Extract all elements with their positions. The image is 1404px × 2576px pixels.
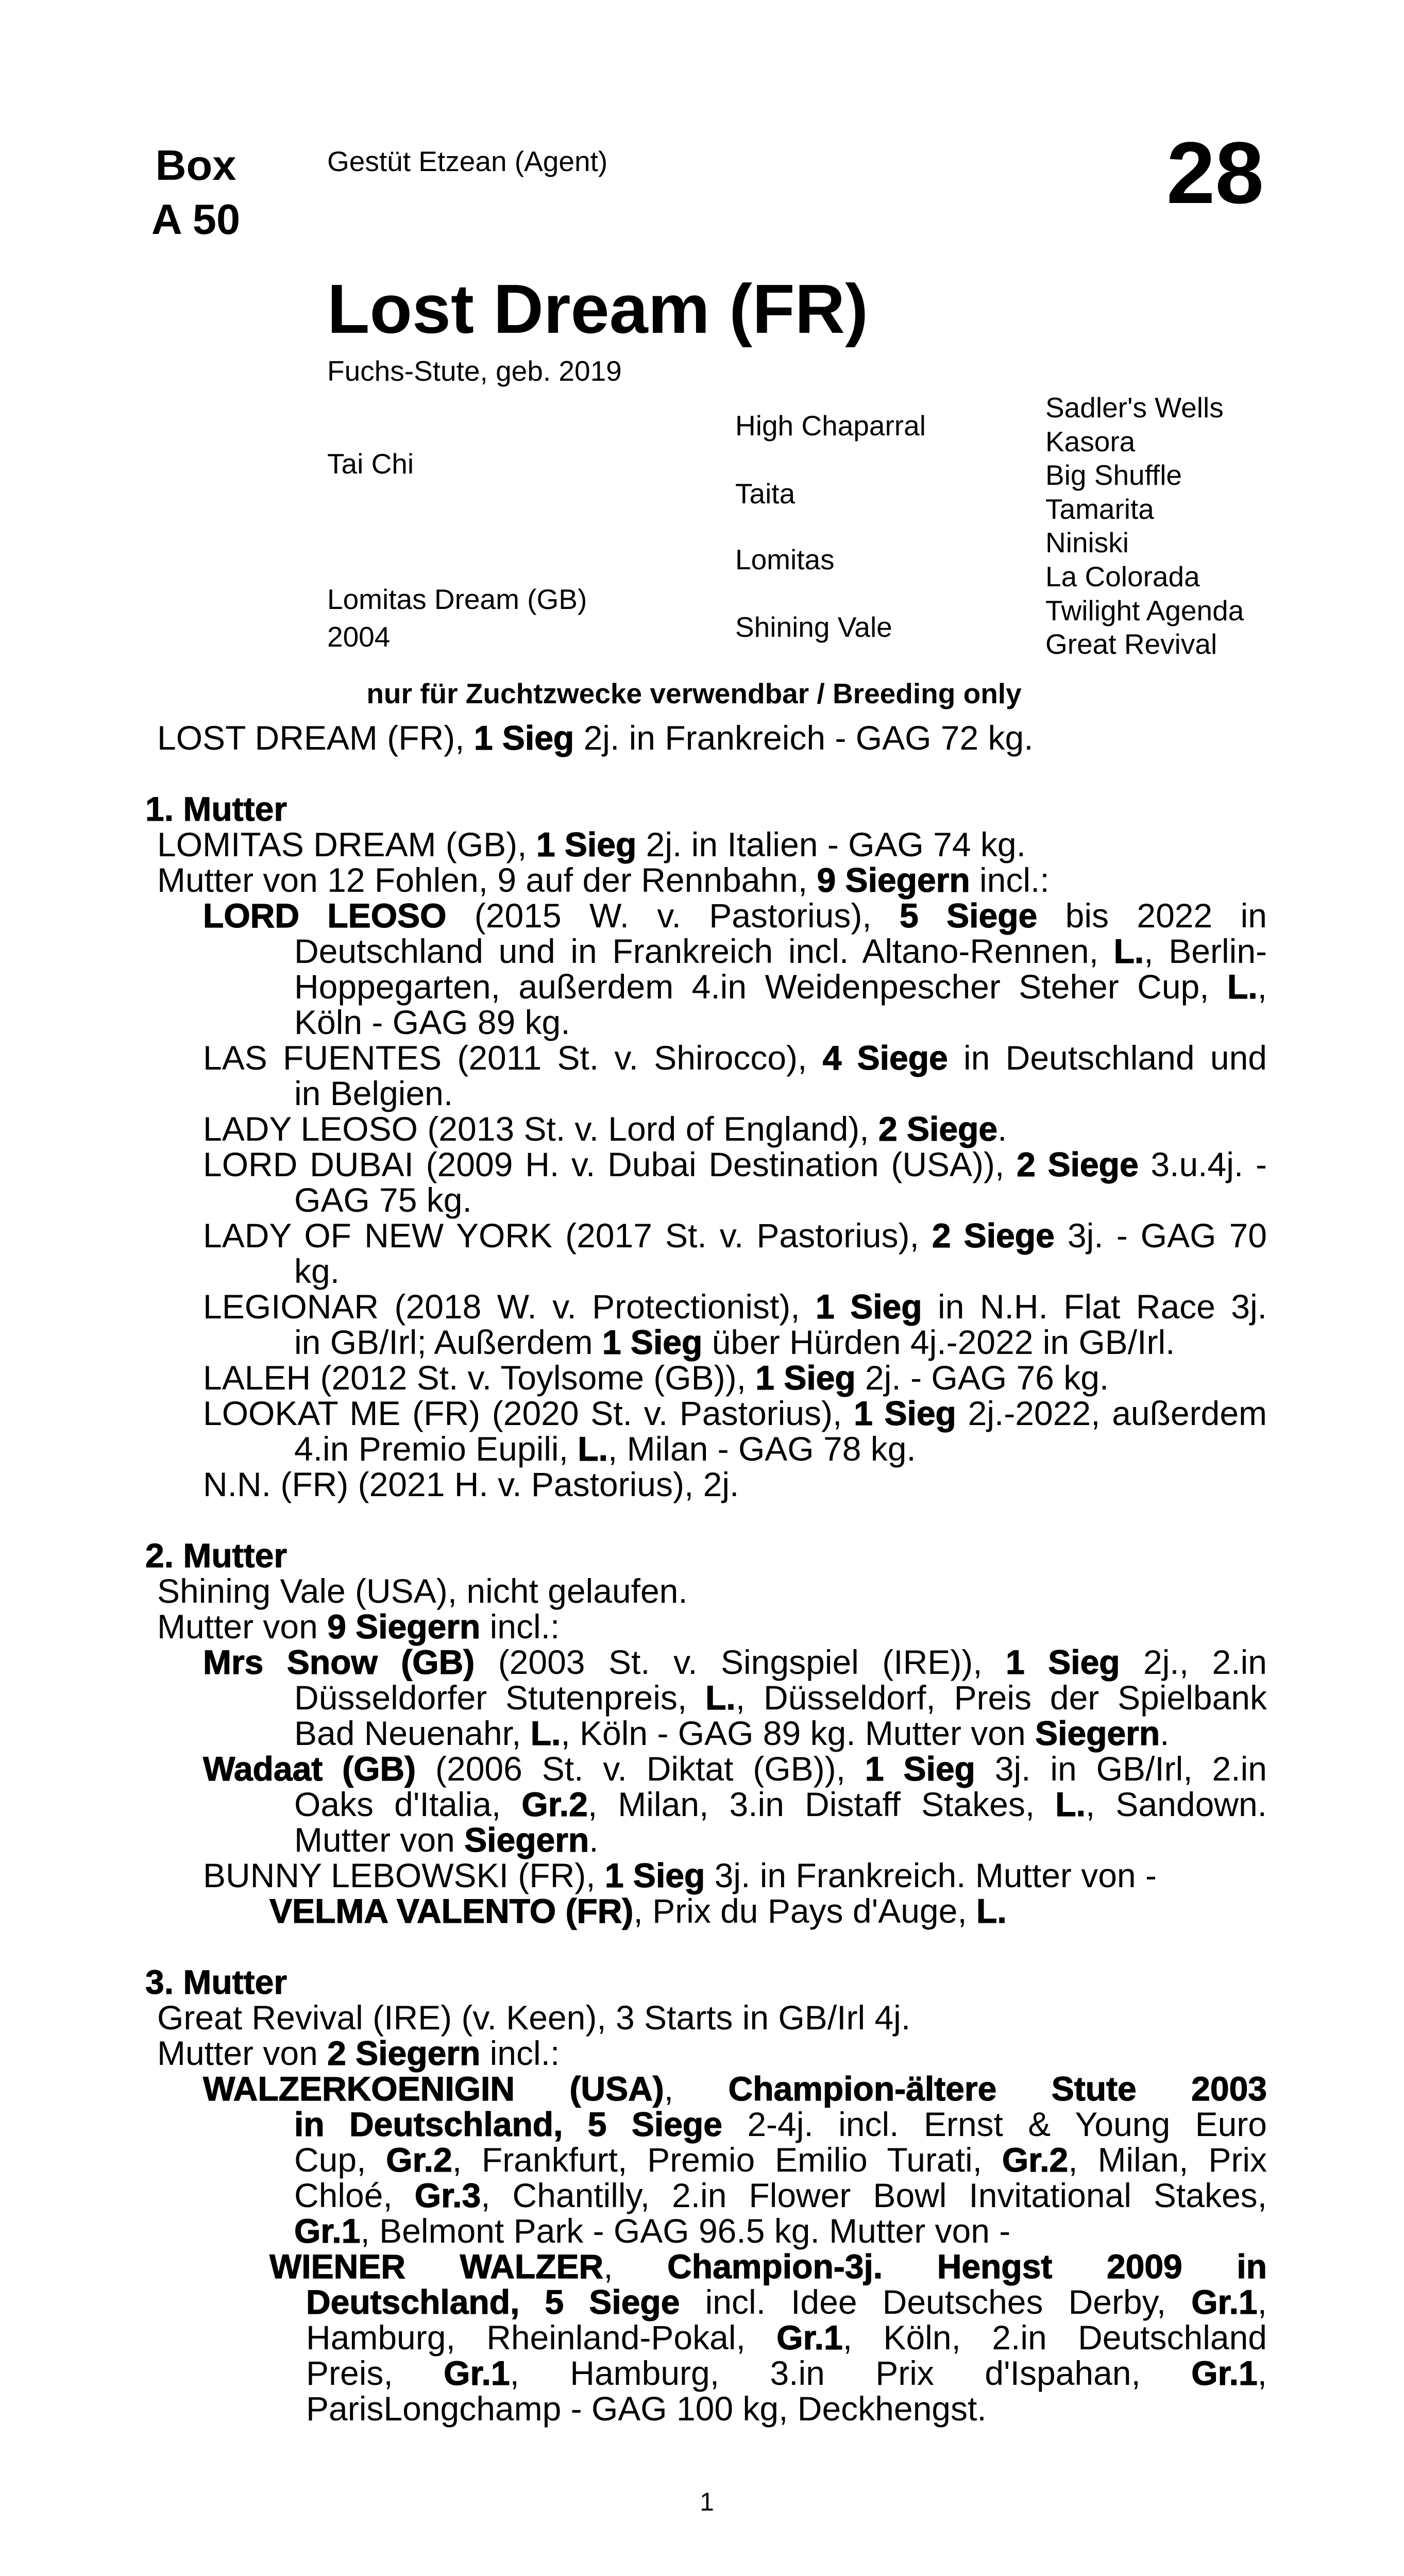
pedigree-great-grandparent: La Colorada — [1045, 561, 1200, 592]
bold-text-segment: Gr.1 — [1191, 2354, 1258, 2392]
dam-info — [0, 862, 1404, 898]
offspring-entry — [0, 1893, 1404, 1929]
text-segment: , — [1257, 2283, 1267, 2321]
text-line — [0, 2391, 1267, 2427]
bold-text-segment: Siegern — [1035, 1714, 1160, 1752]
text-segment: ParisLongchamp - GAG 100 kg, Deckhengst. — [306, 2389, 987, 2428]
bold-text-segment: Gr.3 — [414, 2176, 481, 2214]
text-line — [0, 1325, 1267, 1360]
text-segment: LOST DREAM (FR), — [157, 719, 474, 757]
bold-text-segment: Siegern — [464, 1821, 589, 1859]
bold-text-segment: L. — [705, 1679, 736, 1717]
horse-description: Fuchs-Stute, geb. 2019 — [327, 355, 622, 387]
text-segment: , Berlin- — [1144, 932, 1267, 970]
pedigree-great-grandparent: Twilight Agenda — [1045, 595, 1244, 626]
pedigree-grandparent: Taita — [735, 478, 796, 510]
text-segment: , — [1257, 2354, 1267, 2392]
text-line — [0, 1431, 1267, 1467]
text-line — [0, 720, 1267, 756]
bold-text-segment: Gr.1 — [1191, 2283, 1258, 2321]
text-line — [0, 2107, 1267, 2142]
text-segment: 2-4j. incl. Ernst & Young Euro — [722, 2105, 1267, 2143]
text-segment: , Prix du Pays d'Auge, — [633, 1892, 977, 1930]
dam-info — [0, 2036, 1404, 2071]
box-label: Box — [155, 141, 236, 189]
bold-text-segment: Gr.2 — [521, 1785, 588, 1823]
text-line — [0, 969, 1267, 1005]
text-line — [0, 1893, 1267, 1929]
text-segment: LALEH (2012 St. v. Toylsome (GB)), — [203, 1359, 756, 1397]
text-segment: , Chantilly, 2.in Flower Bowl Invitational Stakes, — [481, 2176, 1267, 2214]
text-line — [0, 2320, 1267, 2355]
offspring-entry — [0, 2071, 1404, 2249]
bold-text-segment: 2 Siege — [1017, 1145, 1139, 1183]
text-segment: 3j. in Frankreich. Mutter von - — [705, 1856, 1157, 1894]
text-segment: Chloé, — [294, 2176, 415, 2214]
text-segment: , Milan - GAG 78 kg. — [607, 1430, 916, 1468]
text-segment: (2003 St. v. Singspiel (IRE)), — [475, 1643, 1006, 1681]
bold-text-segment: Gr.1 — [776, 2318, 843, 2357]
text-line — [0, 1147, 1267, 1182]
text-line — [0, 1645, 1267, 1680]
bold-text-segment: 1 Sieg — [755, 1359, 856, 1397]
offspring-entry — [0, 1111, 1404, 1147]
bold-text-segment: LORD LEOSO — [203, 896, 447, 935]
bold-text-segment: WIENER WALZER — [269, 2247, 604, 2285]
text-segment: kg. — [294, 1252, 340, 1290]
offspring-entry — [0, 1147, 1404, 1218]
text-segment: 2j. in Italien - GAG 74 kg. — [636, 825, 1026, 863]
bold-text-segment: 1 Sieg — [604, 1856, 705, 1894]
bold-text-segment: Gr.2 — [386, 2141, 452, 2179]
bold-text-segment: 1 Sieg — [536, 825, 637, 863]
bold-text-segment: Wadaat (GB) — [203, 1750, 416, 1788]
text-line — [0, 2142, 1267, 2178]
text-segment: LEGIONAR (2018 W. v. Protectionist), — [203, 1287, 816, 1326]
text-segment: Oaks d'Italia, — [294, 1785, 522, 1823]
bold-text-segment: 4 Siege — [822, 1039, 948, 1077]
text-segment: Mutter von — [157, 2034, 328, 2072]
offspring-entry — [0, 2249, 1404, 2427]
lot-number: 28 — [1166, 124, 1264, 222]
pedigree-sire: Tai Chi — [327, 448, 414, 480]
bold-text-segment: Gr.2 — [1002, 2141, 1069, 2179]
text-segment: Deutschland und in Frankreich incl. Altano-Rennen, — [294, 932, 1114, 970]
text-segment: Great Revival (IRE) (v. Keen), 3 Starts in GB/Irl 4j. — [157, 1998, 911, 2037]
pedigree-grandparent: Lomitas — [735, 544, 835, 575]
text-segment: . — [589, 1821, 599, 1859]
text-line — [0, 2249, 1267, 2284]
offspring-entry — [0, 1858, 1404, 1893]
pedigree-great-grandparent: Great Revival — [1045, 628, 1217, 660]
text-segment: LAS FUENTES (2011 St. v. Shirocco), — [203, 1039, 823, 1077]
text-line — [0, 1253, 1267, 1289]
pedigree-great-grandparent: Kasora — [1045, 426, 1136, 457]
bold-text-segment: 2 Siege — [932, 1216, 1055, 1255]
bold-text-segment: L. — [1227, 968, 1258, 1006]
bold-text-segment: 2 Siegern — [327, 2034, 481, 2072]
pedigree-dam-year: 2004 — [327, 621, 391, 653]
text-segment: , Milan, 3.in Distaff Stakes, — [587, 1785, 1056, 1823]
dam-info — [0, 1573, 1404, 1609]
bold-text-segment: L. — [1055, 1785, 1086, 1823]
pedigree-grandparent: Shining Vale — [735, 611, 892, 643]
offspring-entry — [0, 1289, 1404, 1360]
text-segment: Düsseldorfer Stutenpreis, — [294, 1679, 706, 1717]
text-segment: . — [1160, 1714, 1170, 1752]
text-line — [0, 898, 1267, 934]
bold-text-segment: L. — [976, 1892, 1007, 1930]
text-segment: , Köln - GAG 89 kg. Mutter von — [561, 1714, 1036, 1752]
pedigree-great-grandparent: Big Shuffle — [1045, 459, 1182, 491]
text-segment: incl.: — [480, 1607, 560, 1646]
bold-text-segment: Champion-ältere Stute 2003 — [728, 2070, 1267, 2108]
offspring-entry — [0, 1751, 1404, 1858]
text-line — [0, 1822, 1267, 1858]
text-segment: , — [1257, 968, 1267, 1006]
text-segment: incl.: — [970, 861, 1050, 899]
text-segment: Mutter von 12 Fohlen, 9 auf der Rennbahn, — [157, 861, 817, 899]
bold-text-segment: Mrs Snow (GB) — [203, 1643, 475, 1681]
box-number: A 50 — [151, 195, 241, 243]
text-segment: Hamburg, Rheinland-Pokal, — [306, 2318, 777, 2357]
bold-text-segment: 1 Sieg — [473, 719, 574, 757]
text-segment: bis 2022 in — [1037, 896, 1267, 935]
text-segment: Hoppegarten, außerdem 4.in Weidenpescher Steher Cup, — [294, 968, 1227, 1006]
text-segment: (2015 W. v. Pastorius), — [446, 896, 900, 935]
text-line — [0, 2178, 1267, 2213]
bold-text-segment: 1 Sieg — [602, 1323, 703, 1361]
bold-text-segment: 5 Siege — [900, 896, 1038, 935]
bold-text-segment: 1 Sieg — [865, 1750, 975, 1788]
text-segment: in N.H. Flat Race 3j. — [922, 1287, 1267, 1326]
text-segment: über Hürden 4j.-2022 in GB/Irl. — [702, 1323, 1175, 1361]
text-line — [0, 1182, 1267, 1218]
dam-info — [0, 2000, 1404, 2036]
text-segment: in Deutschland und — [948, 1039, 1267, 1077]
pedigree-great-grandparent: Sadler's Wells — [1045, 392, 1224, 423]
text-segment: GAG 75 kg. — [294, 1181, 472, 1219]
text-line — [0, 2071, 1267, 2107]
text-segment: , Düsseldorf, Preis der Spielbank — [735, 1679, 1267, 1717]
text-segment: Preis, — [306, 2354, 444, 2392]
text-segment: 3j. - GAG 70 — [1054, 1216, 1267, 1255]
section-heading: 3. Mutter — [145, 1963, 287, 2001]
bold-text-segment: WALZERKOENIGIN (USA) — [203, 2070, 664, 2108]
text-line — [0, 1751, 1267, 1787]
text-segment: 2j. - GAG 76 kg. — [855, 1359, 1109, 1397]
text-line — [0, 1360, 1267, 1396]
offspring-entry — [0, 1040, 1404, 1111]
text-segment: , Belmont Park - GAG 96.5 kg. Mutter von - — [360, 2212, 1011, 2250]
text-line — [0, 1467, 1267, 1502]
dam-info — [0, 827, 1404, 862]
horse-record — [0, 720, 1404, 756]
text-segment: Cup, — [294, 2141, 386, 2179]
pedigree-great-grandparent: Niniski — [1045, 527, 1129, 558]
text-segment: , Hamburg, 3.in Prix d'Ispahan, — [510, 2354, 1192, 2392]
text-line — [0, 1858, 1267, 1893]
breeding-note: nur für Zuchtzwecke verwendbar / Breeding only — [366, 677, 1022, 709]
text-line — [0, 2213, 1267, 2249]
bold-text-segment: Champion-3j. Hengst 2009 in — [667, 2247, 1267, 2285]
text-line — [0, 2284, 1267, 2320]
bold-text-segment: VELMA VALENTO (FR) — [269, 1892, 634, 1930]
text-segment: . — [997, 1110, 1007, 1148]
bold-text-segment: 1 Sieg — [816, 1287, 922, 1326]
text-line — [0, 1076, 1267, 1111]
bold-text-segment: 1 Sieg — [1006, 1643, 1120, 1681]
text-segment: in GB/Irl; Außerdem — [294, 1323, 602, 1361]
text-line — [0, 1573, 1267, 1609]
bold-text-segment: 2 Siege — [878, 1110, 998, 1148]
text-segment: 3.u.4j. - — [1138, 1145, 1267, 1183]
text-line — [0, 1716, 1267, 1751]
text-line — [0, 1396, 1267, 1431]
bold-text-segment: Gr.1 — [444, 2354, 510, 2392]
text-segment: 2j.-2022, außerdem — [956, 1394, 1267, 1432]
text-line — [0, 2355, 1267, 2391]
text-line — [0, 1111, 1267, 1147]
dam-info — [0, 1609, 1404, 1645]
text-segment: LADY LEOSO (2013 St. v. Lord of England), — [203, 1110, 878, 1148]
text-line — [0, 827, 1267, 862]
bold-text-segment: in Deutschland, 5 Siege — [294, 2105, 722, 2143]
text-segment: Köln - GAG 89 kg. — [294, 1003, 570, 1041]
offspring-entry — [0, 1218, 1404, 1289]
text-line — [0, 1787, 1267, 1822]
text-segment: 4.in Premio Eupili, — [294, 1430, 578, 1468]
bold-text-segment: 9 Siegern — [327, 1607, 481, 1646]
text-segment: incl. Idee Deutsches Derby, — [680, 2283, 1192, 2321]
text-segment: , — [664, 2070, 729, 2108]
bold-text-segment: L. — [1113, 932, 1144, 970]
pedigree-dam: Lomitas Dream (GB) — [327, 583, 587, 615]
bold-text-segment: Deutschland, 5 Siege — [306, 2283, 680, 2321]
text-segment: LADY OF NEW YORK (2017 St. v. Pastorius), — [203, 1216, 932, 1255]
horse-name: Lost Dream (FR) — [327, 270, 869, 348]
offspring-entry — [0, 898, 1404, 1040]
text-line — [0, 934, 1267, 969]
text-segment: Bad Neuenahr, — [294, 1714, 531, 1752]
bold-text-segment: Gr.1 — [294, 2212, 361, 2250]
text-segment: LORD DUBAI (2009 H. v. Dubai Destination (USA)), — [203, 1145, 1017, 1183]
offspring-entry — [0, 1467, 1404, 1502]
section-heading: 2. Mutter — [145, 1536, 287, 1574]
text-segment: , — [603, 2247, 668, 2285]
text-segment: incl.: — [480, 2034, 560, 2072]
text-segment: , Sandown. — [1085, 1785, 1267, 1823]
text-segment: 2j. in Frankreich - GAG 72 kg. — [574, 719, 1034, 757]
text-line — [0, 2000, 1267, 2036]
text-segment: 3j. in GB/Irl, 2.in — [975, 1750, 1267, 1788]
bold-text-segment: L. — [578, 1430, 608, 1468]
text-segment: , Frankfurt, Premio Emilio Turati, — [452, 2141, 1002, 2179]
bold-text-segment: 9 Siegern — [817, 861, 970, 899]
text-segment: in Belgien. — [294, 1074, 453, 1112]
bold-text-segment: 1 Sieg — [854, 1394, 956, 1432]
text-line — [0, 1218, 1267, 1253]
text-line — [0, 862, 1267, 898]
text-line — [0, 1040, 1267, 1076]
text-segment: Mutter von — [157, 1607, 328, 1646]
offspring-entry — [0, 1645, 1404, 1751]
text-segment: BUNNY LEBOWSKI (FR), — [203, 1856, 605, 1894]
text-segment: Mutter von — [294, 1821, 465, 1859]
pedigree-grandparent: High Chaparral — [735, 410, 926, 442]
offspring-entry — [0, 1360, 1404, 1396]
bold-text-segment: L. — [530, 1714, 561, 1752]
text-line — [0, 1680, 1267, 1716]
text-line — [0, 1289, 1267, 1325]
text-segment: Shining Vale (USA), nicht gelaufen. — [157, 1572, 688, 1610]
text-segment: N.N. (FR) (2021 H. v. Pastorius), 2j. — [203, 1465, 739, 1503]
page-number: 1 — [700, 2487, 714, 2516]
text-segment: 2j., 2.in — [1120, 1643, 1267, 1681]
text-segment: , Milan, Prix — [1068, 2141, 1267, 2179]
text-segment: LOOKAT ME (FR) (2020 St. v. Pastorius), — [203, 1394, 854, 1432]
text-segment: LOMITAS DREAM (GB), — [157, 825, 536, 863]
text-line — [0, 2036, 1267, 2071]
consignor: Gestüt Etzean (Agent) — [327, 145, 608, 177]
offspring-entry — [0, 1396, 1404, 1467]
pedigree-great-grandparent: Tamarita — [1045, 493, 1154, 525]
section-heading: 1. Mutter — [145, 790, 287, 828]
text-line — [0, 1609, 1267, 1645]
text-segment: (2006 St. v. Diktat (GB)), — [416, 1750, 865, 1788]
text-line — [0, 1005, 1267, 1040]
text-segment: , Köln, 2.in Deutschland — [842, 2318, 1267, 2357]
race-record-body — [0, 720, 1404, 2427]
